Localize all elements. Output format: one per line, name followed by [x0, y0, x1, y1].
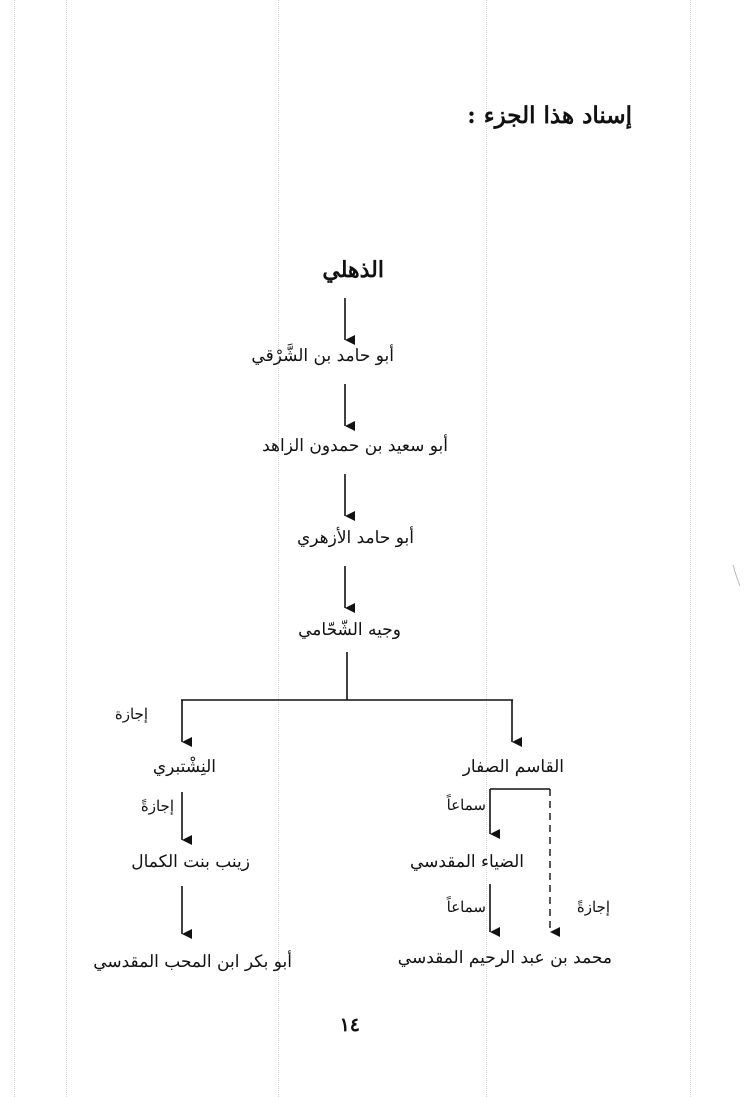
- node-abu-hamid-azhari: أبو حامد الأزهري: [296, 528, 414, 548]
- node-abu-bakr: أبو بكر ابن المحب المقدسي: [93, 952, 292, 972]
- node-wajih: وجيه الشّحّامي: [298, 620, 401, 640]
- edge-label-ijaza-dashed: إجازةً: [576, 898, 610, 916]
- node-nishtabri: النِشْتبري: [152, 757, 216, 777]
- edge-label-ijaza-nishtabri: إجازةً: [140, 797, 174, 815]
- node-dhuhli: الذهلي: [322, 257, 384, 283]
- edge-label-ijaza-top: إجازة: [114, 705, 148, 723]
- page-number: ١٤: [339, 1014, 360, 1036]
- edge-label-sama-qasim: سماعاً: [446, 796, 486, 814]
- edge-label-sama-diya: سماعاً: [446, 898, 486, 916]
- node-abu-hamid-sharqi: أبو حامد بن الشَّرْقي: [251, 346, 394, 366]
- node-qasim: القاسم الصفار: [462, 757, 564, 777]
- node-abu-said: أبو سعيد بن حمدون الزاهد: [262, 436, 448, 456]
- node-muhammad: محمد بن عبد الرحيم المقدسي: [397, 948, 612, 968]
- node-zaynab: زينب بنت الكمال: [131, 852, 250, 872]
- scan-mark: [733, 565, 740, 586]
- node-diya: الضياء المقدسي: [409, 852, 524, 872]
- page-title: إسناد هذا الجزء :: [467, 102, 632, 129]
